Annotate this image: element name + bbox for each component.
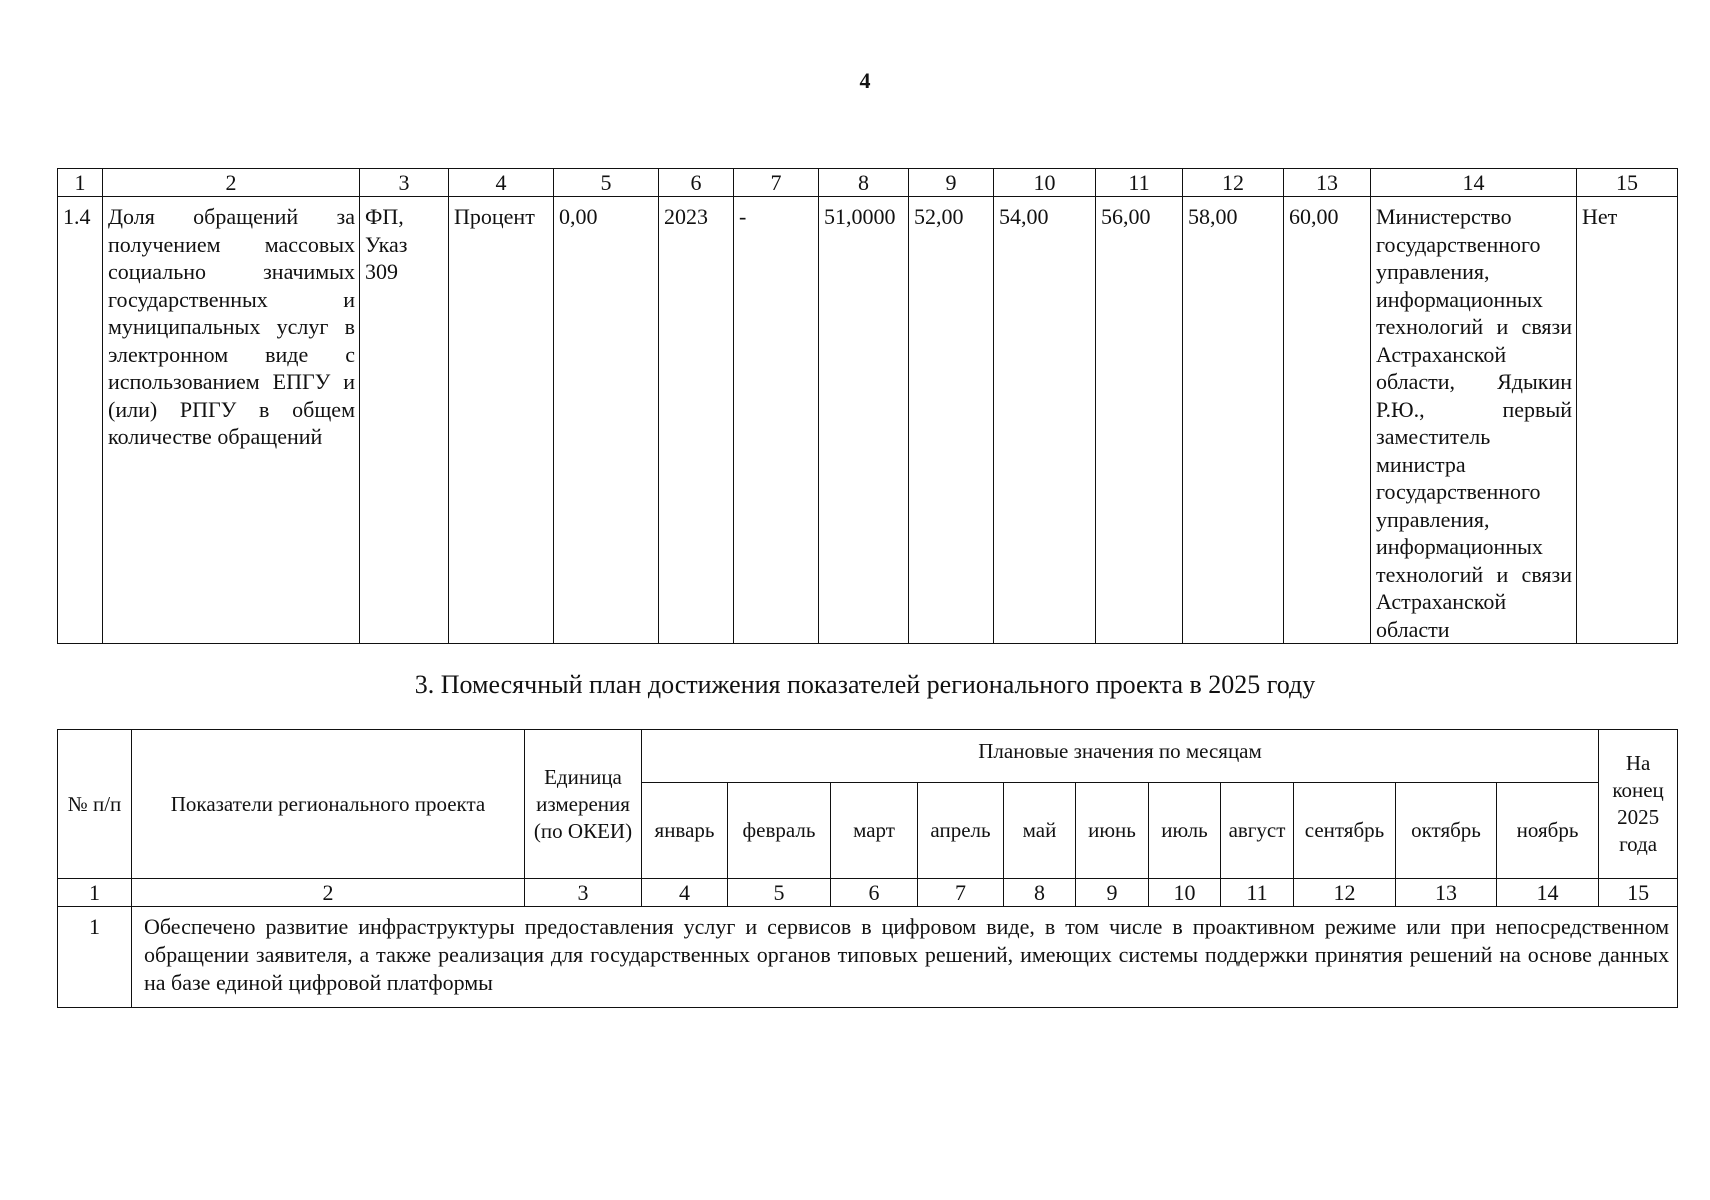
column-number: 14 (1497, 879, 1599, 907)
month-header: январь (642, 783, 728, 879)
column-number: 7 (918, 879, 1004, 907)
column-number: 1 (58, 879, 132, 907)
column-number: 14 (1371, 169, 1577, 197)
value-cell-8: 51,0000 (819, 197, 909, 644)
value-cell-13: 60,00 (1284, 197, 1371, 644)
column-number-row (58, 169, 1678, 197)
unit-cell: Процент (449, 197, 554, 644)
header-indicators: Показатели регионального проекта (132, 730, 525, 879)
value-cell-15: Нет (1577, 197, 1678, 644)
column-number: 4 (449, 169, 554, 197)
column-number: 5 (554, 169, 659, 197)
column-number: 2 (132, 879, 525, 907)
base-year-cell: 2023 (659, 197, 734, 644)
month-header: февраль (728, 783, 831, 879)
column-number: 8 (819, 169, 909, 197)
section-title: 3. Помесячный план достижения показателей регионального проекта в 2025 году (414, 670, 1316, 699)
column-number: 2 (103, 169, 360, 197)
value-cell-11: 56,00 (1096, 197, 1183, 644)
column-number: 15 (1577, 169, 1678, 197)
column-number: 12 (1183, 169, 1284, 197)
month-header: июль (1149, 783, 1221, 879)
header-end-of-year: На конец 2025 года (1599, 730, 1678, 879)
header-unit: Единица измерения (по ОКЕИ) (525, 730, 642, 879)
column-number: 15 (1599, 879, 1678, 907)
monthly-plan-table (57, 729, 1678, 1008)
month-header: ноябрь (1497, 783, 1599, 879)
value-cell-9: 52,00 (909, 197, 994, 644)
month-header: апрель (918, 783, 1004, 879)
indicators-table (57, 168, 1678, 644)
value-cell-10: 54,00 (994, 197, 1096, 644)
month-header: сентябрь (1294, 783, 1396, 879)
column-number: 1 (58, 169, 103, 197)
column-number: 3 (360, 169, 449, 197)
month-header: июнь (1076, 783, 1149, 879)
column-number: 4 (642, 879, 728, 907)
month-header: май (1004, 783, 1076, 879)
month-header: август (1221, 783, 1294, 879)
responsible-cell: Министерство государственного управления, информационных технологий и связи Астраханской области, Ядыкин Р.Ю., первый заместитель министра государственного управления, информационных технологий и связи Астраханской области (1371, 197, 1577, 644)
month-header: октябрь (1396, 783, 1497, 879)
source-cell: ФП, Указ 309 (360, 197, 449, 644)
page-number: 4 (859, 68, 871, 93)
column-number: 9 (1076, 879, 1149, 907)
column-number: 11 (1221, 879, 1294, 907)
column-number: 13 (1396, 879, 1497, 907)
value-cell-12: 58,00 (1183, 197, 1284, 644)
column-number: 3 (525, 879, 642, 907)
task-description: Обеспечено развитие инфраструктуры предоставления услуг и сервисов в цифровом виде, в том числе в проактивном режиме или при непосредственном обращении заявителя, а также реализация для государственных органов типовых решений, имеющих системы поддержки принятия решений на основе данных на базе единой цифровой платформы (132, 907, 1678, 1008)
column-number: 9 (909, 169, 994, 197)
column-number: 6 (659, 169, 734, 197)
table-row (58, 197, 1678, 644)
column-number-row (58, 879, 1678, 907)
header-planned-values: Плановые значения по месяцам (642, 730, 1599, 783)
base-value-cell: 0,00 (554, 197, 659, 644)
column-number: 8 (1004, 879, 1076, 907)
column-number: 7 (734, 169, 819, 197)
row-number: 1.4 (58, 197, 103, 644)
table-row (58, 907, 1678, 1008)
row-number: 1 (58, 907, 132, 1008)
column-number: 13 (1284, 169, 1371, 197)
month-header: март (831, 783, 918, 879)
column-number: 12 (1294, 879, 1396, 907)
header-num: № п/п (58, 730, 132, 879)
value-cell-7: - (734, 197, 819, 644)
column-number: 10 (1149, 879, 1221, 907)
column-number: 6 (831, 879, 918, 907)
column-number: 5 (728, 879, 831, 907)
column-number: 11 (1096, 169, 1183, 197)
column-number: 10 (994, 169, 1096, 197)
indicator-name: Доля обращений за получением массовых социально значимых государственных и муниципальных услуг в электронном виде с использованием ЕПГУ и (или) РПГУ в общем количестве обращений (103, 197, 360, 644)
